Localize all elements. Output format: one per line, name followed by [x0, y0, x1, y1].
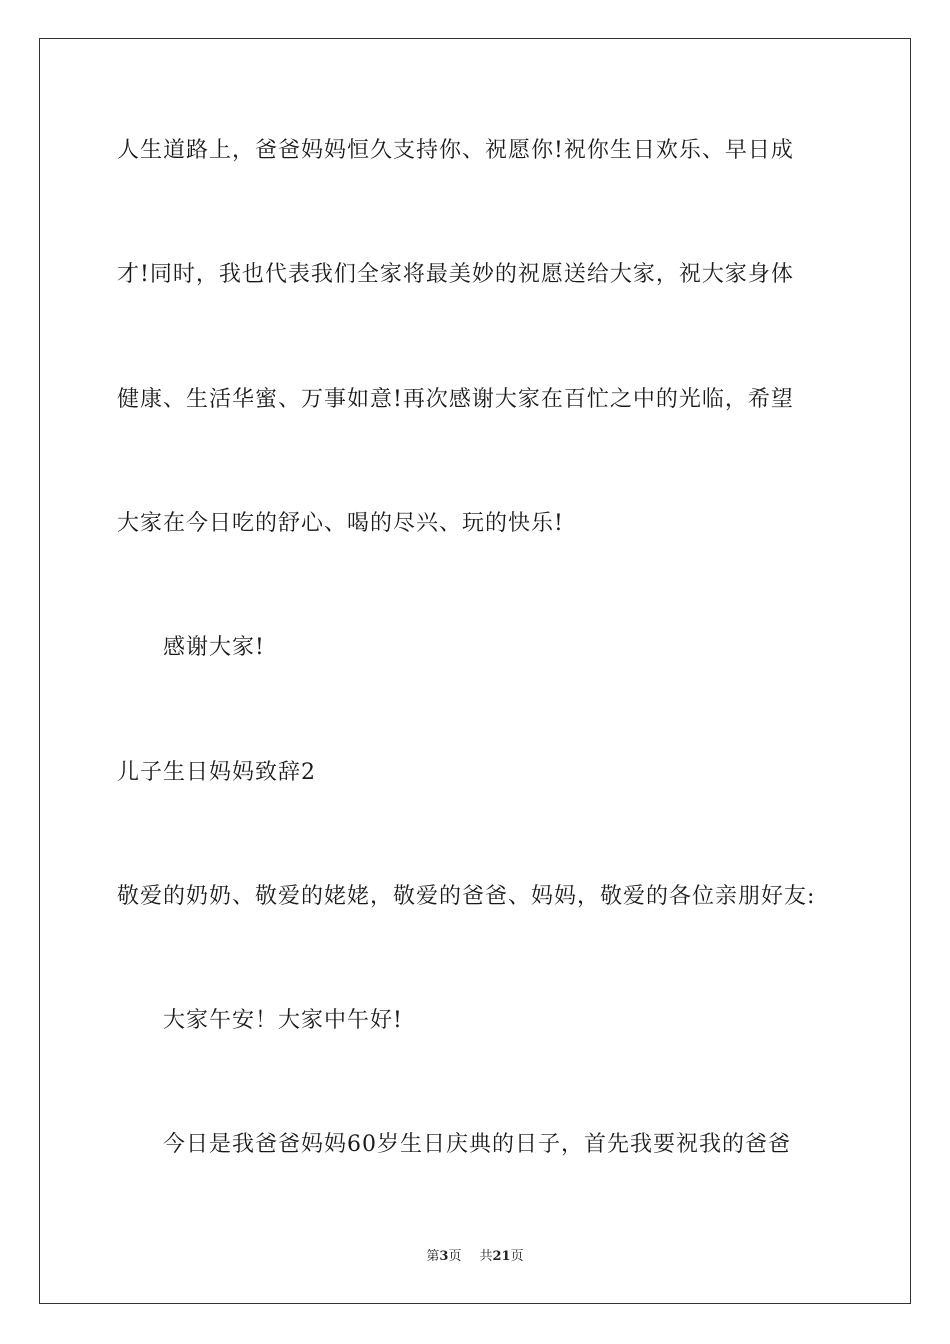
- paragraph-line: 大家在今日吃的舒心、喝的尽兴、玩的快乐!: [117, 511, 564, 536]
- page-prefix: 第: [426, 1249, 440, 1264]
- paragraph-line: 今日是我爸爸妈妈60岁生日庆典的日子，首先我要祝我的爸爸: [163, 1132, 791, 1157]
- page-number: 3: [439, 1249, 449, 1264]
- salutation-line: 敬爱的奶奶、敬爱的姥姥，敬爱的爸爸、妈妈，敬爱的各位亲朋好友:: [117, 884, 816, 909]
- page-border: [39, 38, 911, 1304]
- paragraph-line: 健康、生活华蜜、万事如意!再次感谢大家在百忙之中的光临，希望: [117, 387, 794, 412]
- paragraph-line: 感谢大家!: [163, 635, 265, 660]
- total-suffix: 页: [510, 1249, 524, 1264]
- total-prefix: 共: [479, 1249, 493, 1264]
- paragraph-line: 才!同时，我也代表我们全家将最美妙的祝愿送给大家，祝大家身体: [117, 262, 794, 287]
- page-footer: [0, 1245, 950, 1264]
- paragraph-line: 大家午安！大家中午好!: [163, 1008, 403, 1033]
- page-suffix: 页: [448, 1249, 462, 1264]
- total-pages: 21: [492, 1249, 511, 1264]
- section-heading: 儿子生日妈妈致辞2: [117, 760, 316, 785]
- paragraph-line: 人生道路上，爸爸妈妈恒久支持你、祝愿你!祝你生日欢乐、早日成: [117, 138, 794, 163]
